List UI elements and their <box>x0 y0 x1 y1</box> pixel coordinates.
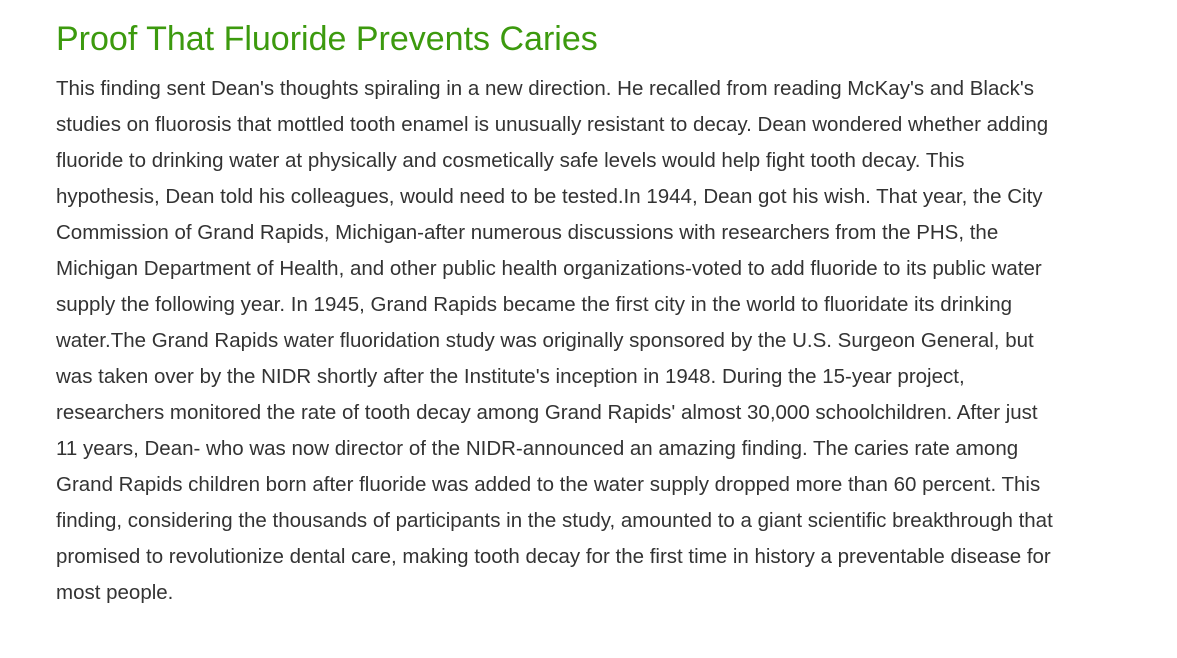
article-title: Proof That Fluoride Prevents Caries <box>56 20 598 58</box>
article <box>56 0 1056 611</box>
article-body: This finding sent Dean's thoughts spiraling in a new direction. He recalled from reading McKay's and Black's studies on fluorosis that mottled tooth enamel is unusually resistant to decay. Dean wondered whether adding fluoride to drinking water at physically and cosmetically safe levels would help fight tooth decay. This hypothesis, Dean told his colleagues, would need to be tested.In 1944, Dean got his wish. That year, the City Commission of Grand Rapids, Michigan-after numerous discussions with researchers from the PHS, the Michigan Department of Health, and other public health organizations-voted to add fluoride to its public water supply the following year. In 1945, Grand Rapids became the first city in the world to fluoridate its drinking water.The Grand Rapids water fluoridation study was originally sponsored by the U.S. Surgeon General, but was taken over by the NIDR shortly after the Institute's inception in 1948. During the 15-year project, researchers monitored the rate of tooth decay among Grand Rapids' almost 30,000 schoolchildren. After just 11 years, Dean- who was now director of the NIDR-announced an amazing finding. The caries rate among Grand Rapids children born after fluoride was added to the water supply dropped more than 60 percent. This finding, considering the thousands of participants in the study, amounted to a giant scientific breakthrough that promised to revolutionize dental care, making tooth decay for the first time in history a preventable disease for most people. <box>56 77 1053 604</box>
